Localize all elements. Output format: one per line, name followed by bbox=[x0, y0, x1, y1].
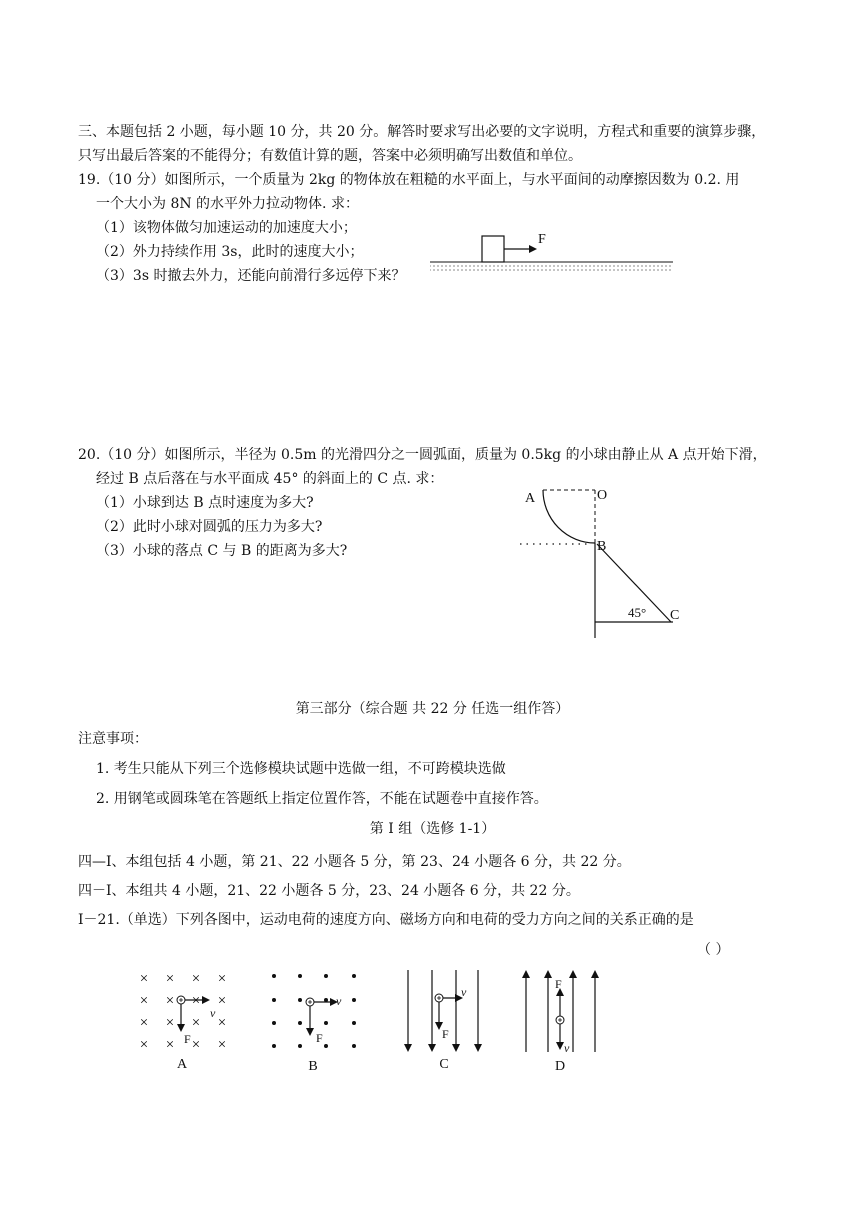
q20-sub1: （1）小球到达 B 点时速度为多大? bbox=[96, 495, 314, 511]
q21-stem: Ⅰ－21.（单选）下列各图中，运动电荷的速度方向、磁场方向和电荷的受力方向之间的关系正确的是 bbox=[78, 912, 694, 928]
svg-text:×: × bbox=[191, 1015, 201, 1031]
force-label: F bbox=[538, 232, 546, 247]
option-c-label: C bbox=[439, 1057, 449, 1072]
svg-text:×: × bbox=[217, 993, 227, 1009]
f-label-d: F bbox=[555, 977, 562, 991]
group-desc-2: 四－Ⅰ、本组共 4 小题，21、22 小题各 5 分，23、24 小题各 6 分，共 22 分。 bbox=[78, 883, 580, 899]
q20-sub3: （3）小球的落点 C 与 B 的距离为多大? bbox=[96, 543, 348, 559]
v-label-d: v bbox=[564, 1041, 570, 1055]
option-a-diagram bbox=[140, 971, 226, 1072]
q20-figure bbox=[515, 480, 690, 645]
q20-stem-line1: 20.（10 分）如图所示，半径为 0.5m 的光滑四分之一圆弧面，质量为 0.5kg 的小球由静止从 A 点开始下滑， bbox=[78, 447, 767, 463]
ground-hatching bbox=[430, 263, 673, 272]
q19-figure bbox=[425, 225, 680, 280]
section3-header-line1: 三、本题包括 2 小题，每小题 10 分，共 20 分。解答时要求写出必要的文字说明，方程式和重要的演算步骤， bbox=[78, 124, 766, 140]
option-b-label: B bbox=[308, 1059, 318, 1074]
svg-text:×: × bbox=[191, 993, 201, 1009]
q21-answer-blank: （ ） bbox=[697, 942, 730, 958]
svg-text:×: × bbox=[165, 1015, 175, 1031]
label-O: O bbox=[597, 488, 608, 503]
q19-sub2: （2）外力持续作用 3s，此时的速度大小； bbox=[96, 244, 364, 260]
part3-title: 第三部分（综合题 共 22 分 任选一组作答） bbox=[295, 701, 570, 717]
q20-stem-line2: 经过 B 点后落在与水平面成 45° 的斜面上的 C 点. 求： bbox=[96, 471, 444, 487]
f-label-a: F bbox=[184, 1032, 191, 1046]
v-label-c: v bbox=[461, 985, 467, 999]
group-desc-1: 四—Ⅰ、本组包括 4 小题，第 21、22 小题各 5 分，第 23、24 小题各 6 分，共 22 分。 bbox=[78, 854, 631, 870]
label-B: B bbox=[597, 539, 607, 554]
quarter-arc bbox=[543, 490, 595, 543]
option-a-label: A bbox=[176, 1057, 188, 1072]
label-C: C bbox=[670, 608, 680, 623]
f-label-c: F bbox=[442, 1027, 449, 1041]
q19-sub3: （3）3s 时撤去外力，还能向前滑行多远停下来？ bbox=[96, 268, 406, 284]
svg-text:×: × bbox=[217, 1015, 227, 1031]
option-d-label: D bbox=[554, 1059, 566, 1074]
label-angle: 45° bbox=[628, 605, 647, 620]
q19-stem-line2: 一个大小为 8N 的水平外力拉动物体. 求： bbox=[96, 196, 359, 212]
dot-field bbox=[272, 974, 356, 1048]
note-1: 1. 考生只能从下列三个选修模块试题中选做一组，不可跨模块选做 bbox=[96, 761, 506, 777]
v-label-b: v bbox=[336, 994, 342, 1008]
group-title: 第 Ⅰ 组（选修 1-1） bbox=[369, 821, 496, 837]
block bbox=[482, 236, 504, 262]
note-2: 2. 用钢笔或圆珠笔在答题纸上指定位置作答，不能在试题卷中直接作答。 bbox=[96, 791, 548, 807]
svg-text:×: × bbox=[191, 1037, 201, 1053]
svg-text:×: × bbox=[139, 1037, 149, 1053]
svg-text:×: × bbox=[165, 1037, 175, 1053]
q20-sub2: （2）此时小球对圆弧的压力为多大? bbox=[96, 519, 323, 535]
svg-text:×: × bbox=[191, 971, 201, 987]
option-c-diagram bbox=[408, 970, 478, 1072]
svg-text:×: × bbox=[139, 993, 149, 1009]
force-arrow-head bbox=[529, 245, 537, 253]
option-d-diagram bbox=[526, 972, 595, 1074]
svg-text:×: × bbox=[165, 993, 175, 1009]
notes-label: 注意事项： bbox=[78, 731, 148, 747]
svg-text:×: × bbox=[139, 971, 149, 987]
option-b-diagram bbox=[272, 974, 356, 1074]
q21-figure bbox=[120, 960, 620, 1080]
svg-text:×: × bbox=[139, 1015, 149, 1031]
section3-header-line2: 只写出最后答案的不能得分；有数值计算的题，答案中必须明确写出数值和单位。 bbox=[78, 148, 582, 164]
v-label-a: v bbox=[210, 1006, 216, 1020]
q19-sub1: （1）该物体做匀加速运动的加速度大小； bbox=[96, 220, 357, 236]
svg-text:×: × bbox=[217, 971, 227, 987]
label-A: A bbox=[525, 491, 536, 506]
q19-stem-line1: 19.（10 分）如图所示，一个质量为 2kg 的物体放在粗糙的水平面上，与水平面间的动摩擦因数为 0.2. 用 bbox=[78, 172, 740, 188]
svg-text:×: × bbox=[217, 1037, 227, 1053]
f-label-b: F bbox=[316, 1031, 323, 1045]
svg-text:×: × bbox=[165, 971, 175, 987]
